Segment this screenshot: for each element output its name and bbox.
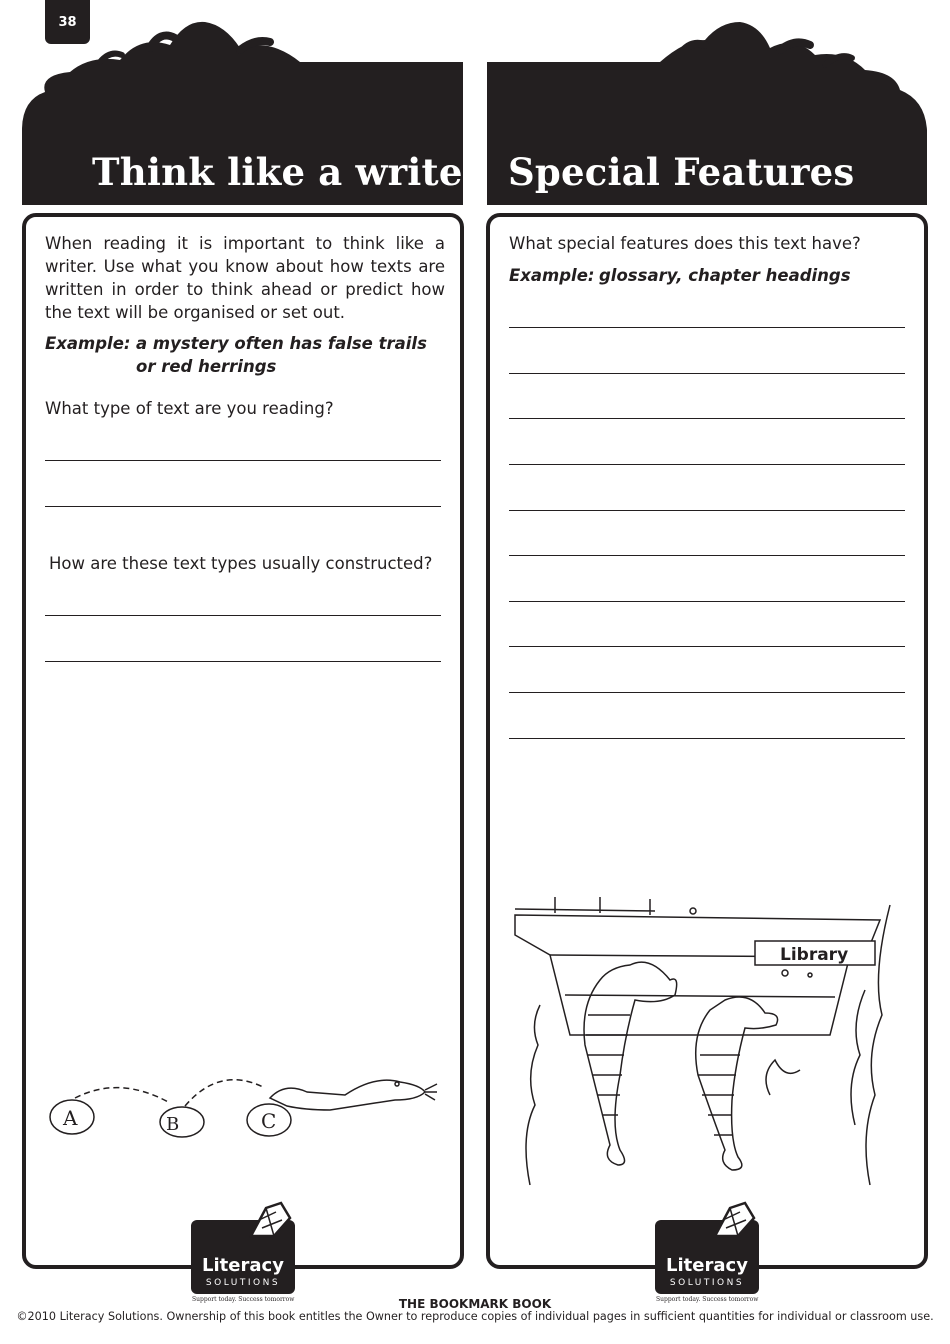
left-intro: When reading it is important to think like a writer. Use what you know about how texts are written in order to think ahead or predict how the text will be organised or set out. — [45, 234, 445, 322]
answer-line[interactable] — [509, 464, 905, 465]
page-number: 38 — [45, 0, 90, 44]
logo-tagline: Support today. Success tomorrow — [656, 1296, 759, 1303]
lily-pad-label: B — [166, 1114, 180, 1135]
logo-sub: SOLUTIONS — [669, 1278, 745, 1288]
answer-line[interactable] — [509, 646, 905, 647]
right-question: What special features does this text have? — [509, 234, 861, 253]
logo-sub: SOLUTIONS — [205, 1278, 281, 1288]
answer-line[interactable] — [45, 460, 441, 461]
logo-tagline: Support today. Success tomorrow — [192, 1296, 295, 1303]
answer-line[interactable] — [509, 601, 905, 602]
footer-book-title: THE BOOKMARK BOOK — [398, 1297, 552, 1311]
logo-brand: Literacy — [202, 1255, 284, 1276]
answer-line[interactable] — [509, 510, 905, 511]
left-example-label: Example: — [45, 334, 131, 353]
answer-line[interactable] — [509, 692, 905, 693]
library-sign: Library — [780, 945, 849, 965]
left-example-line1: a mystery often has false trails — [136, 334, 427, 353]
lily-pad-label: C — [261, 1109, 277, 1133]
logo-brand: Literacy — [666, 1255, 748, 1276]
answer-line[interactable] — [509, 738, 905, 739]
frog-lily-pad-illustration — [45, 1070, 445, 1145]
book-icon — [246, 1198, 294, 1238]
book-icon — [710, 1198, 758, 1238]
answer-line[interactable] — [45, 661, 441, 662]
left-question-1: What type of text are you reading? — [45, 399, 334, 418]
right-title: Special Features — [508, 150, 855, 194]
footer-copyright: ©2010 Literacy Solutions. Ownership of this book entitles the Owner to reproduce copies of individual pages in sufficient quantities for individual or classroom use. — [16, 1310, 934, 1323]
answer-line[interactable] — [45, 506, 441, 507]
literacy-solutions-logo — [191, 1220, 295, 1294]
right-example-text: glossary, chapter headings — [599, 266, 851, 285]
right-example-label: Example: — [509, 266, 595, 285]
lily-pad-label: A — [63, 1106, 78, 1130]
answer-line[interactable] — [509, 555, 905, 556]
literacy-solutions-logo — [655, 1220, 759, 1294]
answer-line[interactable] — [509, 327, 905, 328]
left-example-line2: or red herrings — [136, 357, 277, 376]
answer-line[interactable] — [509, 373, 905, 374]
left-title: Think like a writer — [92, 150, 483, 194]
answer-line[interactable] — [509, 418, 905, 419]
answer-line[interactable] — [45, 615, 441, 616]
seahorse-library-illustration — [510, 895, 910, 1195]
left-question-2: How are these text types usually constructed? — [49, 554, 433, 573]
